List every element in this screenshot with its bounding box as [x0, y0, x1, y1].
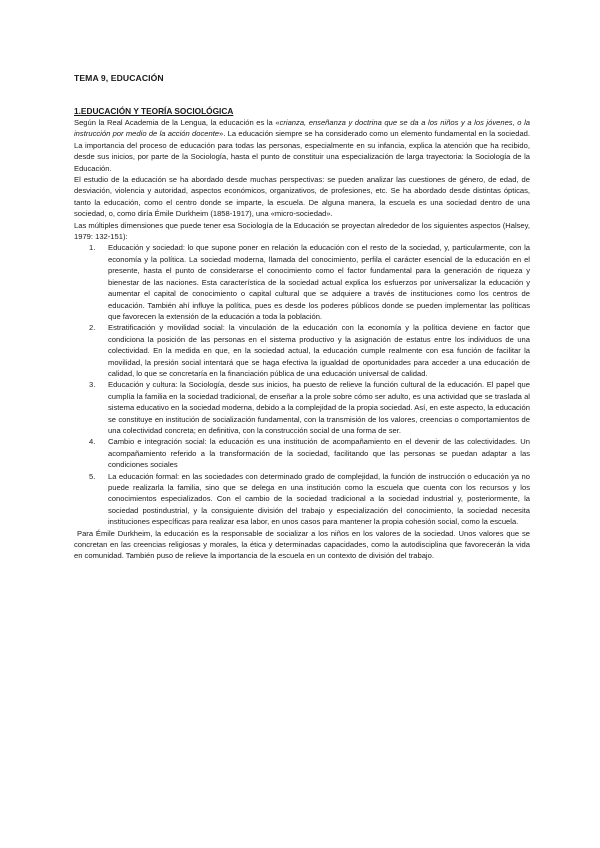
list-number: 1. — [89, 243, 96, 253]
list-number: 2. — [89, 323, 96, 333]
list-item-text: Cambio e integración social: la educación es una institución de acompañamiento en el devenir de las colectividades. Un acompañamiento referido a la transformación de la sociedad, facilitando que las personas se puedan adaptar a las condiciones sociales — [108, 437, 530, 470]
intro-paragraph — [74, 117, 530, 174]
list-item — [89, 322, 530, 379]
list-number: 3. — [89, 380, 96, 390]
dimensions-list — [74, 242, 530, 527]
perspectives-paragraph: El estudio de la educación se ha abordado desde muchas perspectivas: se pueden analizar las cuestiones de género, de edad, de desviación, violencia y autoridad, aspectos económicos, organizativos, de profesiones, etc. Se ha abordado desde distintas ópticas, tanto la educación, como el centro donde se imparte, la escuela. De alguna manera, la escuela es una sociedad dentro de una sociedad, o, como diría Émile Durkheim (1858-1917), una «micro-sociedad». — [74, 175, 530, 219]
list-item-text: La educación formal: en las sociedades con determinado grado de complejidad, la función de instrucción o educación ya no puede realizarla la familia, sino que se delega en una institución como la escuela que cuenta con los recursos y los conocimientos especializados. Con el cambio de la sociedad tradicional a la sociedad industrial y, posteriormente, la sociedad postindustrial, y la consiguiente división del trabajo y especialización del conocimiento, la sociedad necesita instituciones específicas para realizar esa labor, en unos casos para mantener la propia cohesión social, como la escuela. — [108, 471, 530, 527]
list-number: 5. — [89, 471, 96, 481]
section-heading: 1.EDUCACIÓN Y TEORÍA SOCIOLÓGICA — [74, 106, 234, 116]
dimensions-paragraph: Las múltiples dimensiones que puede tener esa Sociología de la Educación se proyectan alrededor de los siguientes aspectos (Halsey, 1979: 132-151): — [74, 220, 530, 242]
list-number: 4. — [89, 437, 96, 447]
list-item-text: Estratificación y movilidad social: la vinculación de la educación con la economía y la política deviene en factor que condiciona la posición de las personas en el sistema productivo y la asignación de estatus entre los individuos de una colectividad. En la medida en que, en la sociedad actual, la educación cumple realmente con esa función de facilitar la movilidad, la presión social intentará que se haga efectiva la igualdad de oportunidades para acceder a una educación de calidad, lo que se concretaría en la financiación pública de una educación universal de calidad. — [108, 323, 530, 378]
page-title: TEMA 9, EDUCACIÓN — [74, 73, 164, 83]
intro-text-start: Según la Real Academia de la Lengua, la educación es la « — [74, 118, 280, 127]
document-body — [74, 105, 530, 562]
intro-text-end: ». La educación siempre se ha considerado como un elemento fundamental en la sociedad. La importancia del proceso de educación para todas las personas, especialmente en su infancia, explica la atención que ha recibido, desde sus inicios, por parte de la Sociología, hasta el punto de constituir una especialización de larga trayectoria: la Sociología de la Educación. — [74, 129, 530, 173]
rae-definition-quote: crianza, enseñanza y doctrina que se da a los niños y a los jóvenes, o la instrucción por medio de la acción docente — [74, 118, 530, 139]
list-item-text: Educación y sociedad: lo que supone poner en relación la educación con el resto de la sociedad, y, particularmente, con la economía y la política. La sociedad moderna, llamada del conocimiento, perfila el carácter esencial de la educación en el presente, hasta el punto de considerarse el conocimiento como el factor fundamental para la generación de riqueza y bienestar de las naciones. Esta característica de la sociedad actual explica los esfuerzos por universalizar la educación y aumentar el capital de conocimiento o capital cultural que se adquiere a través de instituciones como los centros de educación. También ahí influye la política, pues es desde los poderes públicos donde se pueden implementar las políticas que favorecen la extensión de la educación a toda la población. — [108, 243, 530, 321]
list-item — [89, 242, 530, 322]
list-item — [89, 471, 530, 528]
list-item — [89, 436, 530, 470]
list-item — [89, 379, 530, 436]
closing-paragraph: Para Émile Durkheim, la educación es la responsable de socializar a los niños en los valores de la sociedad. Unos valores que se concretan en las creencias religiosas y morales, la ética y determinadas capacidades, como la autodisciplina que favorecerán la vida en comunidad. También puso de relieve la importancia de la escuela en un contexto de división del trabajo. — [74, 528, 530, 561]
list-item-text: Educación y cultura: la Sociología, desde sus inicios, ha puesto de relieve la función cultural de la educación. El papel que cumplía la familia en la sociedad tradicional, de enseñar a la prole sobre cómo ser adulto, es una actividad que se traslada al sistema educativo en la sociedad moderna, debido a la complejidad de la propia sociedad. Así, en este aspecto, la educación se constituye en institución de socialización fundamental, con la transmisión de los valores, creencias o comportamientos de una colectividad concreta; en definitiva, con la construcción social de una forma de ser. — [108, 380, 530, 435]
